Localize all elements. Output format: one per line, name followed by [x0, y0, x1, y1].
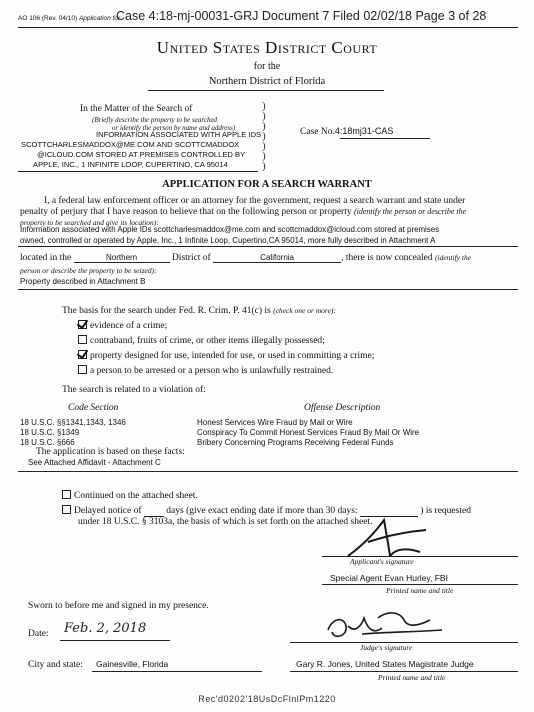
intro-line2: penalty of perjury that I have reason to believe that on the following person or property (identify the person or describe the	[20, 207, 467, 217]
checkbox-property-designed[interactable]	[78, 350, 87, 359]
applicant-signature	[338, 512, 438, 562]
header-rule	[18, 27, 518, 28]
property-seized: Property described in Attachment B	[20, 277, 146, 286]
checkbox-delayed[interactable]	[62, 505, 71, 514]
violation-offense-3: Bribery Concerning Programs Receiving Federal Funds	[197, 438, 394, 447]
facts-rule	[18, 471, 518, 472]
matter-body1: INFORMATION ASSOCIATED WITH APPLE IDS	[96, 130, 262, 139]
violation-code-3: 18 U.S.C. §666	[20, 438, 75, 447]
judge-printed-rule	[290, 671, 518, 672]
district-value: Northern	[74, 253, 170, 263]
case-number-rule	[340, 138, 430, 139]
case-number: Case No.4:18mj31-CAS	[300, 126, 394, 137]
violation-code-2: 18 U.S.C. §1349	[20, 428, 80, 437]
court-name: United States District Court	[156, 38, 378, 57]
matter-body4: APPLE, INC., 1 INFINITE LOOP, CUPERTINO, CA 95014	[33, 160, 228, 169]
judge-printed-name: Gary R. Jones, United States Magistrate Judge	[296, 659, 474, 669]
court-district: Northern District of Florida	[208, 76, 326, 87]
sworn-line: Sworn to before me and signed in my presence.	[28, 601, 209, 611]
case-header: Case 4:18-mj-00031-GRJ Document 7 Filed 02/02/18 Page 3 of 28	[116, 9, 487, 23]
col-offense-description: Offense Description	[304, 403, 381, 413]
brace: ) ) ) ) ) ) )	[262, 100, 266, 172]
applicant-label: Applicant's signature	[350, 557, 414, 566]
basis-item-1: evidence of a crime;	[78, 320, 167, 331]
basis-item-2: contraband, fruits of crime, or other items illegally possessed;	[78, 335, 325, 346]
city-value: Gainesville, Florida	[96, 659, 169, 669]
facts-label: The application is based on these facts:	[36, 447, 185, 457]
applicant-printed-rule	[322, 584, 518, 585]
city-rule	[92, 671, 262, 672]
checkbox-person-arrested[interactable]	[78, 365, 87, 374]
delayed-days-field[interactable]	[144, 506, 164, 517]
basis-heading: The basis for the search under Fed. R. Crim. P. 41(c) is (check one or more):	[62, 306, 336, 316]
matter-line1: In the Matter of the Search of	[80, 104, 193, 114]
location-instr2: person or describe the property to be seized):	[20, 266, 157, 275]
violation-heading: The search is related to a violation of:	[62, 385, 206, 395]
date-label: Date:	[28, 629, 49, 639]
delayed-item: Delayed notice of days (give exact ending date if more than 30 days: ) is requested	[62, 505, 471, 517]
basis-item-4: a person to be arrested or a person who is unlawfully restrained.	[78, 365, 333, 376]
col-code-section: Code Section	[68, 403, 119, 413]
document-title: APPLICATION FOR A SEARCH WARRANT	[162, 179, 372, 190]
basis-item-3: property designed for use, intended for use, or used in committing a crime;	[78, 350, 374, 361]
checkbox-contraband[interactable]	[78, 335, 87, 344]
intro-rule	[18, 246, 518, 247]
form-id: AO 106 (Rev. 04/10) Application for	[18, 15, 121, 22]
property-rule	[18, 289, 518, 290]
district-rule	[148, 90, 384, 91]
matter-body3: @ICLOUD.COM STORED AT PREMISES CONTROLLED BY	[37, 150, 246, 159]
judge-signature	[318, 604, 448, 644]
delayed-item-line2: under 18 U.S.C. § 3103a, the basis of which is set forth on the attached sheet.	[78, 517, 373, 527]
intro-typed2: owned, controlled or operated by Apple, Inc., 1 Infinite Loop, Cupertino,CA 95014, more fully described in Attachment A	[20, 236, 436, 245]
state-value: California	[213, 253, 341, 263]
matter-rule	[18, 171, 258, 172]
violation-offense-1: Honest Services Wire Fraud by Mail or Wire	[197, 418, 353, 427]
judge-signature-label: Judge's signature	[360, 643, 413, 652]
applicant-printed-name: Special Agent Evan Hurley, FBI	[330, 573, 448, 583]
court-for: for the	[253, 61, 281, 72]
continued-item: Continued on the attached sheet.	[62, 490, 198, 501]
location-line: located in the Northern District of California , there is now concealed (identify the	[20, 253, 472, 263]
matter-instr2: or identify the person by name and address)	[112, 124, 236, 132]
date-value: Feb. 2, 2018	[64, 621, 147, 636]
intro-typed1: Information associated with Apple IDs scottcharlesmaddox@me.com and scottcmaddox@icloud.com stored at premises	[20, 225, 440, 234]
checkbox-evidence[interactable]	[78, 320, 87, 329]
received-stamp: Rec'd0202'18UsDcFlnlPm1220	[198, 694, 336, 704]
matter-body2: SCOTTCHARLESMADDOX@ME.COM AND SCOTTCMADDOX	[21, 140, 240, 149]
city-label: City and state:	[28, 660, 83, 670]
date-rule	[60, 640, 170, 641]
violation-code-1: 18 U.S.C. §§1341,1343, 1346	[20, 418, 126, 427]
checkbox-continued[interactable]	[62, 490, 71, 499]
matter-instr1: (Briefly describe the property to be searched	[92, 116, 218, 124]
applicant-printed-label: Printed name and title	[386, 586, 454, 595]
intro-line3: property to be searched and give its location):	[20, 218, 159, 227]
violation-offense-2: Conspiracy To Commit Honest Services Fraud By Mail Or Wire	[197, 428, 420, 437]
intro-line1: I, a federal law enforcement officer or an attorney for the government, request a search warrant and state under	[44, 196, 466, 206]
judge-printed-label: Printed name and title	[378, 673, 446, 682]
facts-value: See Attached Affidavit - Attachment C	[28, 458, 161, 467]
